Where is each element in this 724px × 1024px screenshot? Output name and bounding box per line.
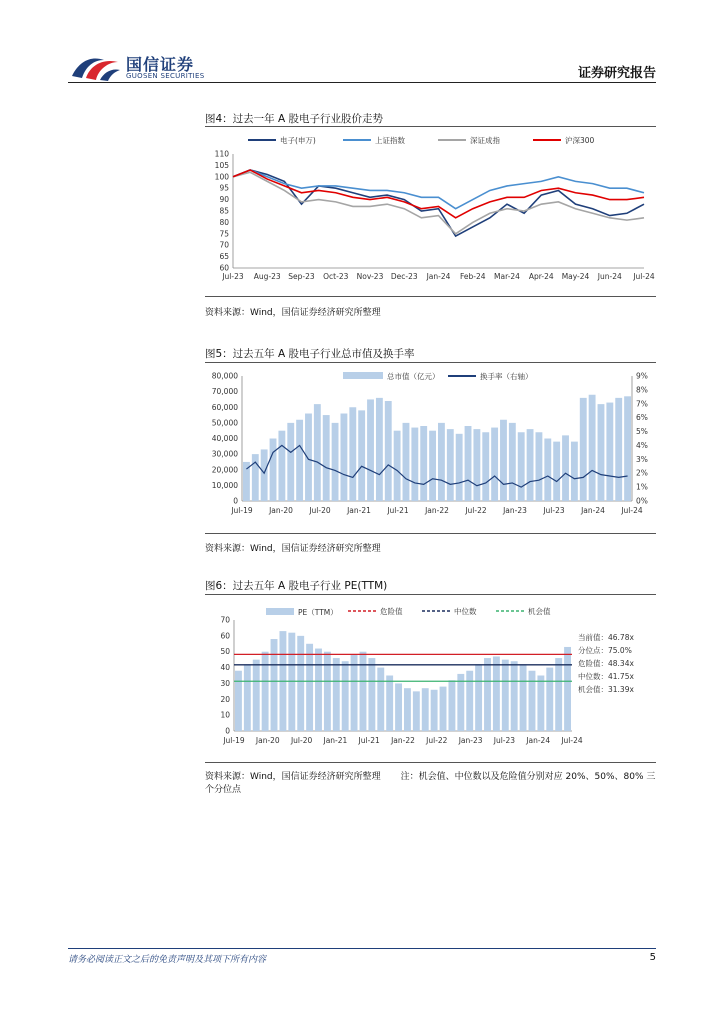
bar xyxy=(571,442,578,501)
bar xyxy=(589,395,596,501)
y-tick-label: 90 xyxy=(219,195,229,205)
bar xyxy=(244,664,251,731)
bar xyxy=(473,429,480,501)
footer-divider xyxy=(68,948,656,949)
y-tick-label: 85 xyxy=(219,206,229,216)
bar xyxy=(377,668,384,731)
bar xyxy=(376,398,383,501)
x-tick-label: Jul-23 xyxy=(493,736,516,745)
x-tick-label: Oct-23 xyxy=(323,272,349,281)
figure-6-bottom-rule xyxy=(205,762,656,763)
bar xyxy=(527,429,534,501)
legend-label: 中位数 xyxy=(454,607,477,616)
bar xyxy=(262,652,269,731)
y-tick-label-left: 20,000 xyxy=(211,465,238,475)
guosen-logo-mark-icon xyxy=(70,52,122,82)
y-tick-label-left: 80,000 xyxy=(211,371,238,381)
x-tick-label: Dec-23 xyxy=(390,272,418,281)
bar xyxy=(413,691,420,731)
bar xyxy=(422,688,429,731)
figure-5-top-rule xyxy=(205,362,656,363)
bar xyxy=(484,658,491,731)
figure-4-chart xyxy=(200,130,660,290)
y-tick-label-left: 0 xyxy=(233,496,238,506)
y-tick-label: 60 xyxy=(220,631,230,641)
y-tick-label-right: 2% xyxy=(636,468,648,478)
x-tick-label: May-24 xyxy=(561,272,590,281)
bar xyxy=(420,426,427,501)
x-tick-label: Jan-20 xyxy=(255,736,280,745)
x-tick-label: Jan-21 xyxy=(347,506,371,515)
y-tick-label: 30 xyxy=(220,678,230,688)
bar xyxy=(403,423,410,501)
stat-annotation: 中位数：41.75x xyxy=(578,672,634,681)
bar xyxy=(564,647,571,731)
x-tick-label: Jan-20 xyxy=(269,506,293,515)
bar xyxy=(502,660,509,731)
y-tick-label: 50 xyxy=(220,647,230,657)
figure-4-source: 资料来源：Wind，国信证券经济研究所整理 xyxy=(205,308,381,318)
y-tick-label-left: 70,000 xyxy=(211,387,238,397)
bar xyxy=(624,396,631,501)
guosen-logo xyxy=(70,48,220,84)
company-name-en: GUOSEN SECURITIES xyxy=(126,72,205,80)
bar xyxy=(367,399,374,501)
series-line-1 xyxy=(233,170,644,236)
figure-6-top-rule xyxy=(205,594,656,595)
x-tick-label: Nov-23 xyxy=(356,272,384,281)
y-tick-label-right: 9% xyxy=(636,371,648,381)
bar xyxy=(546,668,553,731)
stat-annotation: 危险值：48.34x xyxy=(578,659,634,668)
y-tick-label-right: 1% xyxy=(636,482,648,492)
y-tick-label: 60 xyxy=(219,263,229,273)
stat-annotation: 当前值：46.78x xyxy=(578,633,634,642)
header-divider xyxy=(68,82,656,83)
bar xyxy=(429,431,436,501)
footer-disclaimer: 请务必阅读正文之后的免责声明及其项下所有内容 xyxy=(68,955,267,965)
legend-label: 换手率（右轴） xyxy=(480,372,533,381)
bar xyxy=(475,664,482,731)
figure-4-title: 图4：过去一年 A 股电子行业股价走势 xyxy=(205,113,384,125)
bar xyxy=(333,658,340,731)
bar xyxy=(253,660,260,731)
y-tick-label-left: 40,000 xyxy=(211,434,238,443)
y-tick-label: 110 xyxy=(214,149,229,159)
y-tick-label-left: 50,000 xyxy=(211,418,238,428)
x-tick-label: Jan-24 xyxy=(426,272,451,281)
y-tick-label-left: 10,000 xyxy=(211,480,238,490)
bar xyxy=(536,432,543,501)
x-tick-label: Jul-24 xyxy=(561,736,583,745)
legend-label: 沪深300 xyxy=(565,136,595,145)
bar xyxy=(323,415,330,501)
figure-6-note: 注：机会值、中位数以及危险值分别对应 20%、50%、80% 三个分位点 xyxy=(205,772,656,795)
figure-5-source: 资料来源：Wind，国信证券经济研究所整理 xyxy=(205,544,381,554)
x-tick-label: Jan-24 xyxy=(526,736,551,745)
y-tick-label-right: 7% xyxy=(636,399,648,409)
y-tick-label: 80 xyxy=(219,217,229,227)
bar xyxy=(385,401,392,501)
bar xyxy=(518,432,525,501)
legend-swatch-bar xyxy=(343,372,383,379)
x-tick-label: Jul-20 xyxy=(309,506,331,515)
bar xyxy=(598,404,605,501)
x-tick-label: Aug-23 xyxy=(253,272,281,281)
bar xyxy=(314,404,321,501)
bar xyxy=(394,431,401,501)
bar xyxy=(297,636,304,731)
bar xyxy=(457,674,464,731)
x-tick-label: Jan-23 xyxy=(458,736,483,745)
legend-label: 电子(申万) xyxy=(280,136,316,145)
bar xyxy=(529,671,536,731)
bar xyxy=(332,423,339,501)
bar xyxy=(386,676,393,732)
bar xyxy=(493,656,500,731)
x-tick-label: Jul-23 xyxy=(222,272,244,281)
x-tick-label: Jul-22 xyxy=(426,736,448,745)
bar xyxy=(270,439,277,502)
figure-6-source: 资料来源：Wind，国信证券经济研究所整理 xyxy=(205,772,381,782)
y-tick-label: 65 xyxy=(219,252,229,262)
figure-5-bottom-rule xyxy=(205,533,656,534)
bar xyxy=(466,671,473,731)
figure-6-chart xyxy=(200,600,660,752)
stat-annotation: 机会值：31.39x xyxy=(578,685,634,694)
x-tick-label: Apr-24 xyxy=(528,272,554,281)
x-tick-label: Mar-24 xyxy=(494,272,520,281)
bar xyxy=(491,428,498,501)
bar xyxy=(315,649,322,731)
bar xyxy=(615,398,622,501)
y-tick-label-right: 6% xyxy=(636,413,648,423)
y-tick-label: 10 xyxy=(220,710,230,720)
x-tick-label: Feb-24 xyxy=(459,272,486,281)
bar xyxy=(349,407,356,501)
x-tick-label: Jul-20 xyxy=(290,736,313,745)
bar xyxy=(252,454,259,501)
bar xyxy=(351,655,358,731)
bar xyxy=(368,658,375,731)
bar xyxy=(511,661,518,731)
legend-label: 危险值 xyxy=(380,607,403,616)
y-tick-label-right: 0% xyxy=(636,496,648,506)
bar xyxy=(447,429,454,501)
bar xyxy=(500,420,507,501)
bar xyxy=(395,683,402,731)
figure-6-title: 图6：过去五年 A 股电子行业 PE(TTM) xyxy=(205,580,388,592)
bar xyxy=(287,423,294,501)
y-tick-label: 75 xyxy=(219,229,229,239)
turnover-line xyxy=(246,445,627,487)
figure-4-bottom-rule xyxy=(205,296,656,297)
legend-label: 机会值 xyxy=(528,607,551,616)
bar xyxy=(431,690,438,731)
y-tick-label: 70 xyxy=(220,615,230,625)
bar xyxy=(261,449,268,501)
y-tick-label-right: 5% xyxy=(636,427,648,437)
bar xyxy=(562,435,569,501)
bar xyxy=(411,428,418,501)
legend-label: 上证指数 xyxy=(375,136,405,145)
legend-label: 总市值（亿元） xyxy=(387,372,440,381)
bar xyxy=(448,680,455,731)
x-tick-label: Jun-24 xyxy=(597,272,622,281)
y-tick-label-left: 60,000 xyxy=(211,402,238,412)
x-tick-label: Jan-22 xyxy=(425,506,449,515)
bar xyxy=(509,423,516,501)
legend-label: PE（TTM） xyxy=(298,608,338,617)
y-tick-label: 70 xyxy=(219,240,229,250)
x-tick-label: Jan-24 xyxy=(581,506,605,515)
bar xyxy=(544,439,551,502)
x-tick-label: Jul-23 xyxy=(543,506,565,515)
bar xyxy=(606,403,613,501)
y-tick-label: 95 xyxy=(219,183,229,193)
y-tick-label-left: 30,000 xyxy=(211,449,238,459)
bar xyxy=(537,676,544,732)
x-tick-label: Jan-21 xyxy=(323,736,348,745)
figure-6-source-and-note xyxy=(205,771,660,797)
bar xyxy=(342,661,349,731)
y-tick-label: 20 xyxy=(220,694,230,704)
y-tick-label: 40 xyxy=(220,663,230,673)
legend-label: 深证成指 xyxy=(470,136,500,145)
bar xyxy=(520,664,527,731)
x-tick-label: Sep-23 xyxy=(288,272,315,281)
company-name-cn: 国信证券 xyxy=(126,55,195,74)
page-header xyxy=(0,0,724,90)
bar xyxy=(440,687,447,731)
bar xyxy=(271,639,278,731)
page-number: 5 xyxy=(649,952,656,963)
bar xyxy=(341,414,348,502)
bar xyxy=(358,410,365,501)
bar xyxy=(555,658,562,731)
report-type: 证券研究报告 xyxy=(577,66,656,81)
bar xyxy=(482,432,489,501)
x-tick-label: Jul-22 xyxy=(465,506,487,515)
x-tick-label: Jul-24 xyxy=(621,506,643,515)
figure-5-title: 图5：过去五年 A 股电子行业总市值及换手率 xyxy=(205,348,415,360)
bar xyxy=(306,644,313,731)
legend-swatch-bar xyxy=(266,608,294,615)
bar xyxy=(235,671,242,731)
x-tick-label: Jul-21 xyxy=(387,506,409,515)
x-tick-label: Jul-19 xyxy=(223,736,245,745)
bar xyxy=(360,652,367,731)
y-tick-label-right: 3% xyxy=(636,454,648,464)
figure-4-top-rule xyxy=(205,126,656,127)
stat-annotation: 分位点：75.0% xyxy=(578,646,632,655)
bar xyxy=(404,688,411,731)
x-tick-label: Jan-23 xyxy=(503,506,527,515)
y-tick-label-right: 4% xyxy=(636,440,648,450)
x-tick-label: Jul-21 xyxy=(358,736,380,745)
bar xyxy=(465,426,472,501)
bar xyxy=(296,420,303,501)
y-tick-label: 105 xyxy=(214,160,229,170)
y-tick-label-right: 8% xyxy=(636,385,648,395)
y-tick-label: 0 xyxy=(225,726,230,736)
bar xyxy=(580,398,587,501)
figure-5-chart xyxy=(200,366,660,522)
y-tick-label: 100 xyxy=(214,172,229,182)
bar xyxy=(456,434,463,501)
bar xyxy=(438,423,445,501)
bar xyxy=(278,431,285,501)
bar xyxy=(553,442,560,501)
x-tick-label: Jan-22 xyxy=(391,736,415,745)
x-tick-label: Jul-24 xyxy=(633,272,655,281)
x-tick-label: Jul-19 xyxy=(231,506,253,515)
bar xyxy=(324,652,331,731)
bar xyxy=(305,414,312,502)
